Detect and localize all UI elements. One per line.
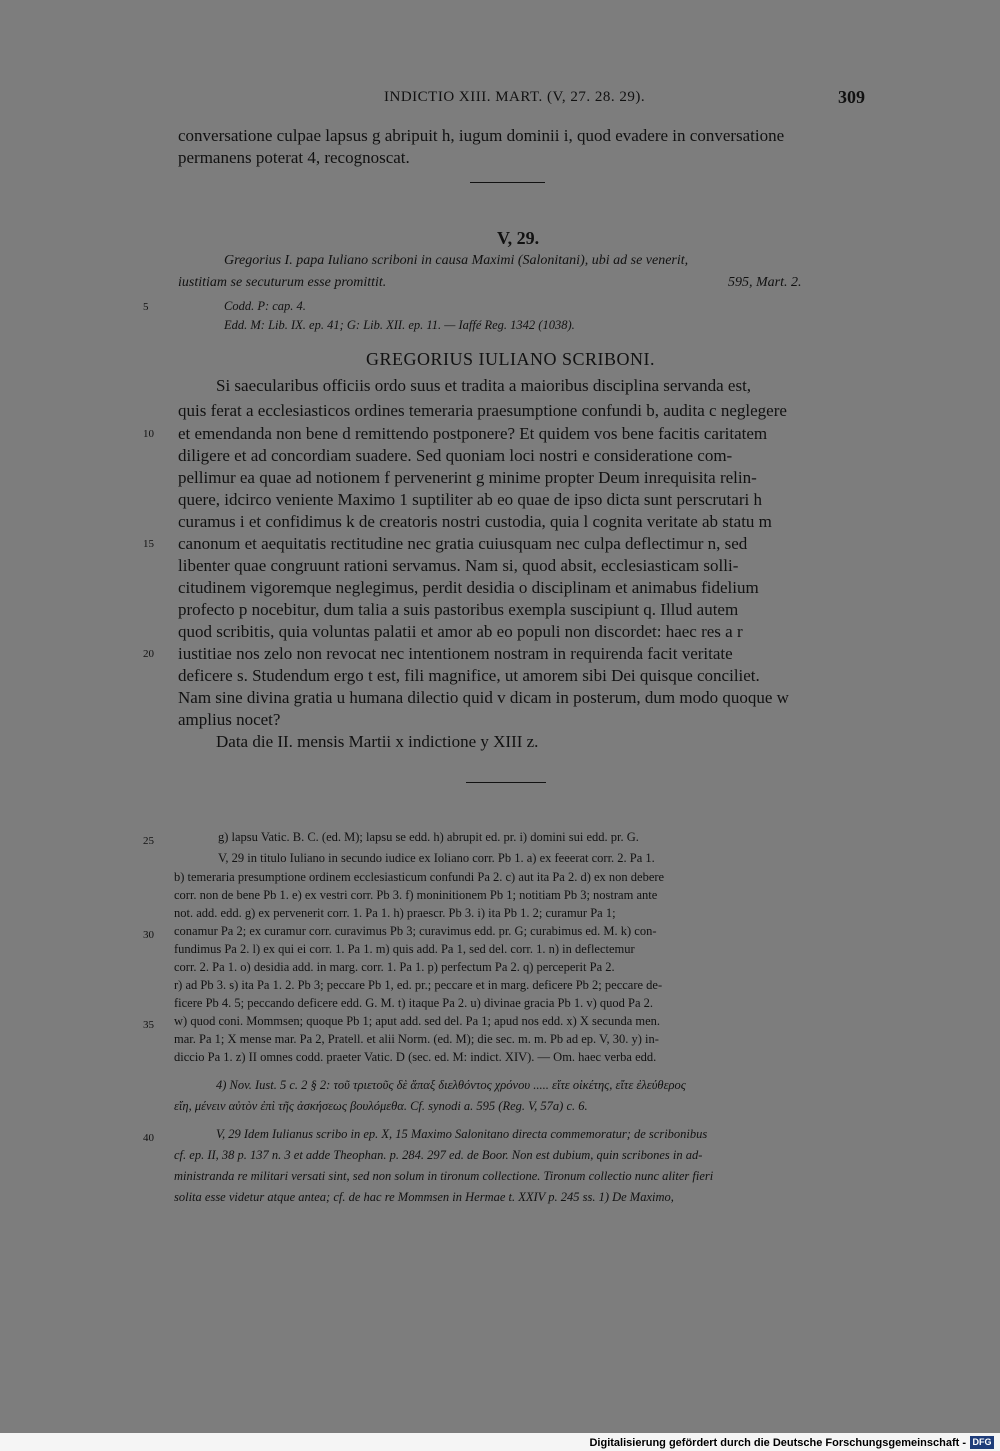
apparatus-line: fundimus Pa 2. l) ex qui ei corr. 1. Pa 1. m) quis add. Pa 1, sed del. corr. 1. n) in deflectemur (174, 942, 635, 956)
note-line: 4) Nov. Iust. 5 c. 2 § 2: τοῦ τριετοῦς δὲ ἅπαξ διελθόντος χρόνου ..... εἴτε οἰκέτης, εἴτε ἐλεύθερος (216, 1078, 686, 1092)
letter-date: 595, Mart. 2. (728, 275, 802, 290)
body-line: et emendanda non bene d remittendo postponere? Et quidem vos bene facitis caritatem (178, 424, 768, 443)
note-line: ministranda re militari versati sint, sed non solum in tironum collectione. Tironum collectio nunc aliter fieri (174, 1169, 714, 1183)
note-line: cf. ep. II, 38 p. 137 n. 3 et adde Theophan. p. 284. 297 ed. de Boor. Non est dubium, quin scribones in ad- (174, 1148, 703, 1162)
line-number: 10 (143, 428, 154, 440)
apparatus-line: corr. non de bene Pb 1. e) ex vestri corr. Pb 3. f) moninitionem Pb 1; notitiam Pb 3; nostram ante (174, 888, 658, 902)
funding-note: Digitalisierung gefördert durch die Deutsche Forschungsgemeinschaft - (589, 1437, 966, 1449)
codices-line: Codd. P: cap. 4. (224, 299, 306, 313)
body-line: profecto p nocebitur, dum talia a suis pastoribus exempla suscipiunt q. Illud autem (178, 600, 739, 619)
body-line: deficere s. Studendum ergo t est, fili magnifice, ut amorem sibi Dei quisque conciliet. (178, 666, 760, 685)
apparatus-line: b) temeraria presumptione ordinem ecclesiasticum confundi Pa 2. c) aut ita Pa 2. d) ex non debere (174, 870, 665, 884)
divider (466, 782, 546, 783)
body-line: citudinem vigoremque neglegimus, perdit desidia o disciplinam et animabus fidelium (178, 578, 759, 597)
summary-line: iustitiam se secuturum esse promittit. (178, 275, 387, 290)
body-line: Si saecularibus officiis ordo suus et tradita a maioribus disciplina servanda est, (216, 376, 752, 395)
body-line: quis ferat a ecclesiasticos ordines temeraria praesumptione confundi b, audita c neglegere (178, 401, 787, 420)
line-number: 35 (143, 1019, 154, 1031)
letter-number: V, 29. (497, 228, 540, 248)
body-line: amplius nocet? (178, 710, 281, 729)
line-number: 15 (143, 538, 154, 550)
apparatus-line: w) quod coni. Mommsen; quoque Pb 1; aput add. sed del. Pa 1; apud nos edd. x) X secunda men. (174, 1014, 661, 1028)
summary-line: Gregorius I. papa Iuliano scriboni in causa Maximi (Salonitani), ubi ad se venerit, (224, 253, 689, 268)
apparatus-line: corr. 2. Pa 1. o) desidia add. in marg. corr. 1. Pa 1. p) perfectum Pa 2. q) perceperit Pa 2. (174, 960, 615, 974)
letter-heading: GREGORIUS IULIANO SCRIBONI. (366, 349, 656, 369)
line-number: 20 (143, 648, 154, 660)
running-title: INDICTIO XIII. MART. (V, 27. 28. 29). (384, 89, 646, 105)
editions-line: Edd. M: Lib. IX. ep. 41; G: Lib. XII. ep. 11. — Iaffé Reg. 1342 (1038). (224, 318, 575, 332)
body-line: iustitiae nos zelo non revocat nec intentionem nostram in requirenda facit veritate (178, 644, 733, 663)
note-line: V, 29 Idem Iulianus scribo in ep. X, 15 Maximo Salonitano directa commemoratur; de scribonibus (216, 1127, 708, 1141)
apparatus-line: not. add. edd. g) ex pervenerit corr. 1. Pa 1. h) praescr. Pb 3. i) ita Pb 1. 2; curamur Pa 1; (174, 906, 616, 920)
body-line: pellimur ea quae ad notionem f pervenerint g minime propter Deum inrequisita relin- (178, 468, 757, 487)
body-line: canonum et aequitatis rectitudine nec gratia cuiusquam nec culpa deflectimur n, sed (178, 534, 748, 553)
body-line: diligere et ad concordiam suadere. Sed quoniam loci nostri e consideratione com- (178, 446, 733, 465)
dfg-logo: DFG (970, 1436, 994, 1449)
apparatus-line: V, 29 in titulo Iuliano in secundo iudice ex Ioliano corr. Pb 1. a) ex feeerat corr. 2. Pa 1. (218, 851, 655, 865)
apparatus-line: conamur Pa 2; ex curamur corr. curavimus Pb 3; curavimus edd. pr. G; curabimus ed. M. k) con- (174, 924, 657, 938)
line-number: 5 (143, 301, 149, 313)
divider (470, 182, 545, 183)
dating-line: Data die II. mensis Martii x indictione y XIII z. (216, 732, 539, 751)
apparatus-line: g) lapsu Vatic. B. C. (ed. M); lapsu se edd. h) abrupit ed. pr. i) domini sui edd. pr. G. (218, 830, 639, 844)
line-number: 40 (143, 1132, 154, 1144)
page-number: 309 (838, 87, 865, 107)
text-line: conversatione culpae lapsus g abripuit h, iugum dominii i, quod evadere in conversatione (178, 126, 785, 145)
body-line: Nam sine divina gratia u humana dilectio quid v dicam in posterum, dum modo quoque w (178, 688, 789, 707)
footer-bar (0, 1433, 1000, 1451)
apparatus-line: ficere Pb 4. 5; peccando deficere edd. G. M. t) itaque Pa 2. u) divinae gracia Pb 1. v) quod Pa 2. (174, 996, 654, 1010)
body-line: quod scribitis, quia voluntas palatii et amor ab eo populi non discordet: haec res a r (178, 622, 743, 641)
body-line: libenter quae congruunt rationi servamus. Nam si, quod absit, ecclesiasticam solli- (178, 556, 739, 575)
body-line: quere, idcirco veniente Maximo 1 suptiliter ab eo quae de ipso dicta sunt perscrutari h (178, 490, 762, 509)
line-number: 25 (143, 835, 154, 847)
apparatus-line: r) ad Pb 3. s) ita Pa 1. 2. Pb 3; peccare Pb 1, ed. pr.; peccare et in marg. deficere Pb 2; peccare de- (174, 978, 663, 992)
apparatus-line: mar. Pa 1; X mense mar. Pa 2, Pratell. et alii Norm. (ed. M); die sec. m. m. Pb ad ep. V, 30. y) in- (174, 1032, 659, 1046)
line-number: 30 (143, 929, 154, 941)
note-line: solita esse videtur atque antea; cf. de hac re Mommsen in Hermae t. XXIV p. 245 ss. 1) De Maximo, (174, 1190, 674, 1204)
note-line: εἴη, μένειν αὐτὸν ἐπὶ τῆς ἀσκήσεως βουλόμεθα. Cf. synodi a. 595 (Reg. V, 57a) c. 6. (174, 1099, 588, 1113)
apparatus-line: diccio Pa 1. z) II omnes codd. praeter Vatic. D (sec. ed. M: indict. XIV). — Om. haec verba edd. (174, 1050, 657, 1064)
body-line: curamus i et confidimus k de creatoris nostri custodia, quia l cognita veritate ab statu m (178, 512, 772, 531)
text-line: permanens poterat 4, recognoscat. (178, 148, 410, 167)
